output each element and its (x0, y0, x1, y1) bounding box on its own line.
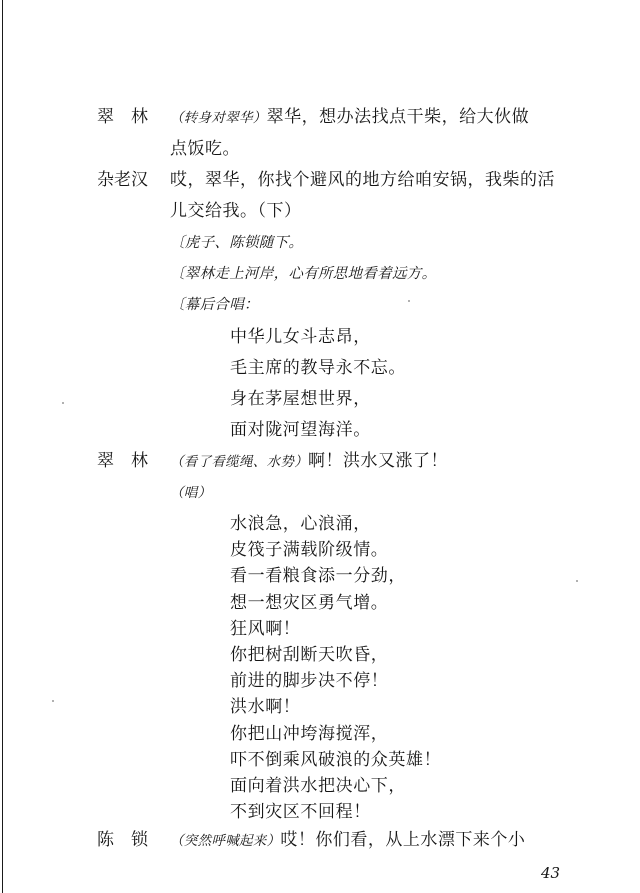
song-line: 身在茅屋想世界， (230, 389, 371, 409)
song-line: 你把树刮断天吹昏， (230, 645, 389, 665)
dialogue-line (170, 451, 448, 472)
dialogue-text: 哎！你们看，从上水漂下来个小 (280, 830, 526, 850)
dialogue-line: 点饭吃。 (170, 139, 240, 159)
stage-direction: （唱） (170, 485, 212, 501)
song-line: 吓不倒乘风破浪的众英雄！ (230, 750, 442, 770)
song-line: 看一看粮食添一分劲， (230, 566, 406, 586)
stage-direction: （突然呼喊起来） (170, 833, 281, 849)
speaker-name: 杂老汉 (97, 170, 148, 190)
song-line: 面向着洪水把决心下， (230, 776, 406, 796)
dialogue-line: 哎，翠华，你找个避风的地方给咱安锅，我柴的活 (170, 170, 555, 190)
scan-speck (62, 402, 64, 404)
song-line: 中华儿女斗志昂， (230, 327, 371, 347)
speaker-name: 翠 林 (97, 107, 148, 127)
song-line: 你把山冲垮海搅浑， (230, 724, 389, 744)
song-line: 不到灾区不回程！ (230, 802, 371, 822)
dialogue-line (170, 482, 211, 503)
page-number: 43 (541, 864, 561, 882)
page-edge-line (2, 0, 3, 893)
song-line: 狂风啊！ (230, 619, 301, 639)
stage-direction: （转身对翠华） (170, 110, 267, 126)
dialogue-line: 儿交给我。（下） (170, 201, 302, 221)
song-line: 洪水啊！ (230, 697, 301, 717)
speaker-name: 陈 锁 (97, 830, 148, 850)
stage-direction: 〔翠林走上河岸，心有所思地看着远方。 (170, 266, 437, 282)
scan-speck (408, 300, 410, 302)
dialogue-text: 啊！洪水又涨了！ (308, 451, 448, 471)
song-line: 面对陇河望海洋。 (230, 420, 371, 440)
dialogue-line (170, 107, 529, 128)
song-line: 想一想灾区勇气增。 (230, 593, 389, 613)
song-line: 水浪急，心浪涌， (230, 514, 371, 534)
dialogue-text: 翠华，想办法找点干柴，给大伙做 (266, 107, 530, 127)
scan-speck (576, 580, 578, 582)
dialogue-line (170, 830, 525, 851)
speaker-name: 翠 林 (97, 451, 148, 471)
song-line: 毛主席的教导永不忘。 (230, 358, 406, 378)
song-line: 皮筏子满载阶级情。 (230, 540, 389, 560)
stage-direction: 〔虎子、陈锁随下。 (170, 235, 304, 251)
stage-direction: 〔幕后合唱： (170, 297, 259, 313)
song-line: 前进的脚步决不停！ (230, 671, 389, 691)
scan-speck (52, 700, 54, 702)
stage-direction: （看了看缆绳、水势） (170, 454, 308, 470)
